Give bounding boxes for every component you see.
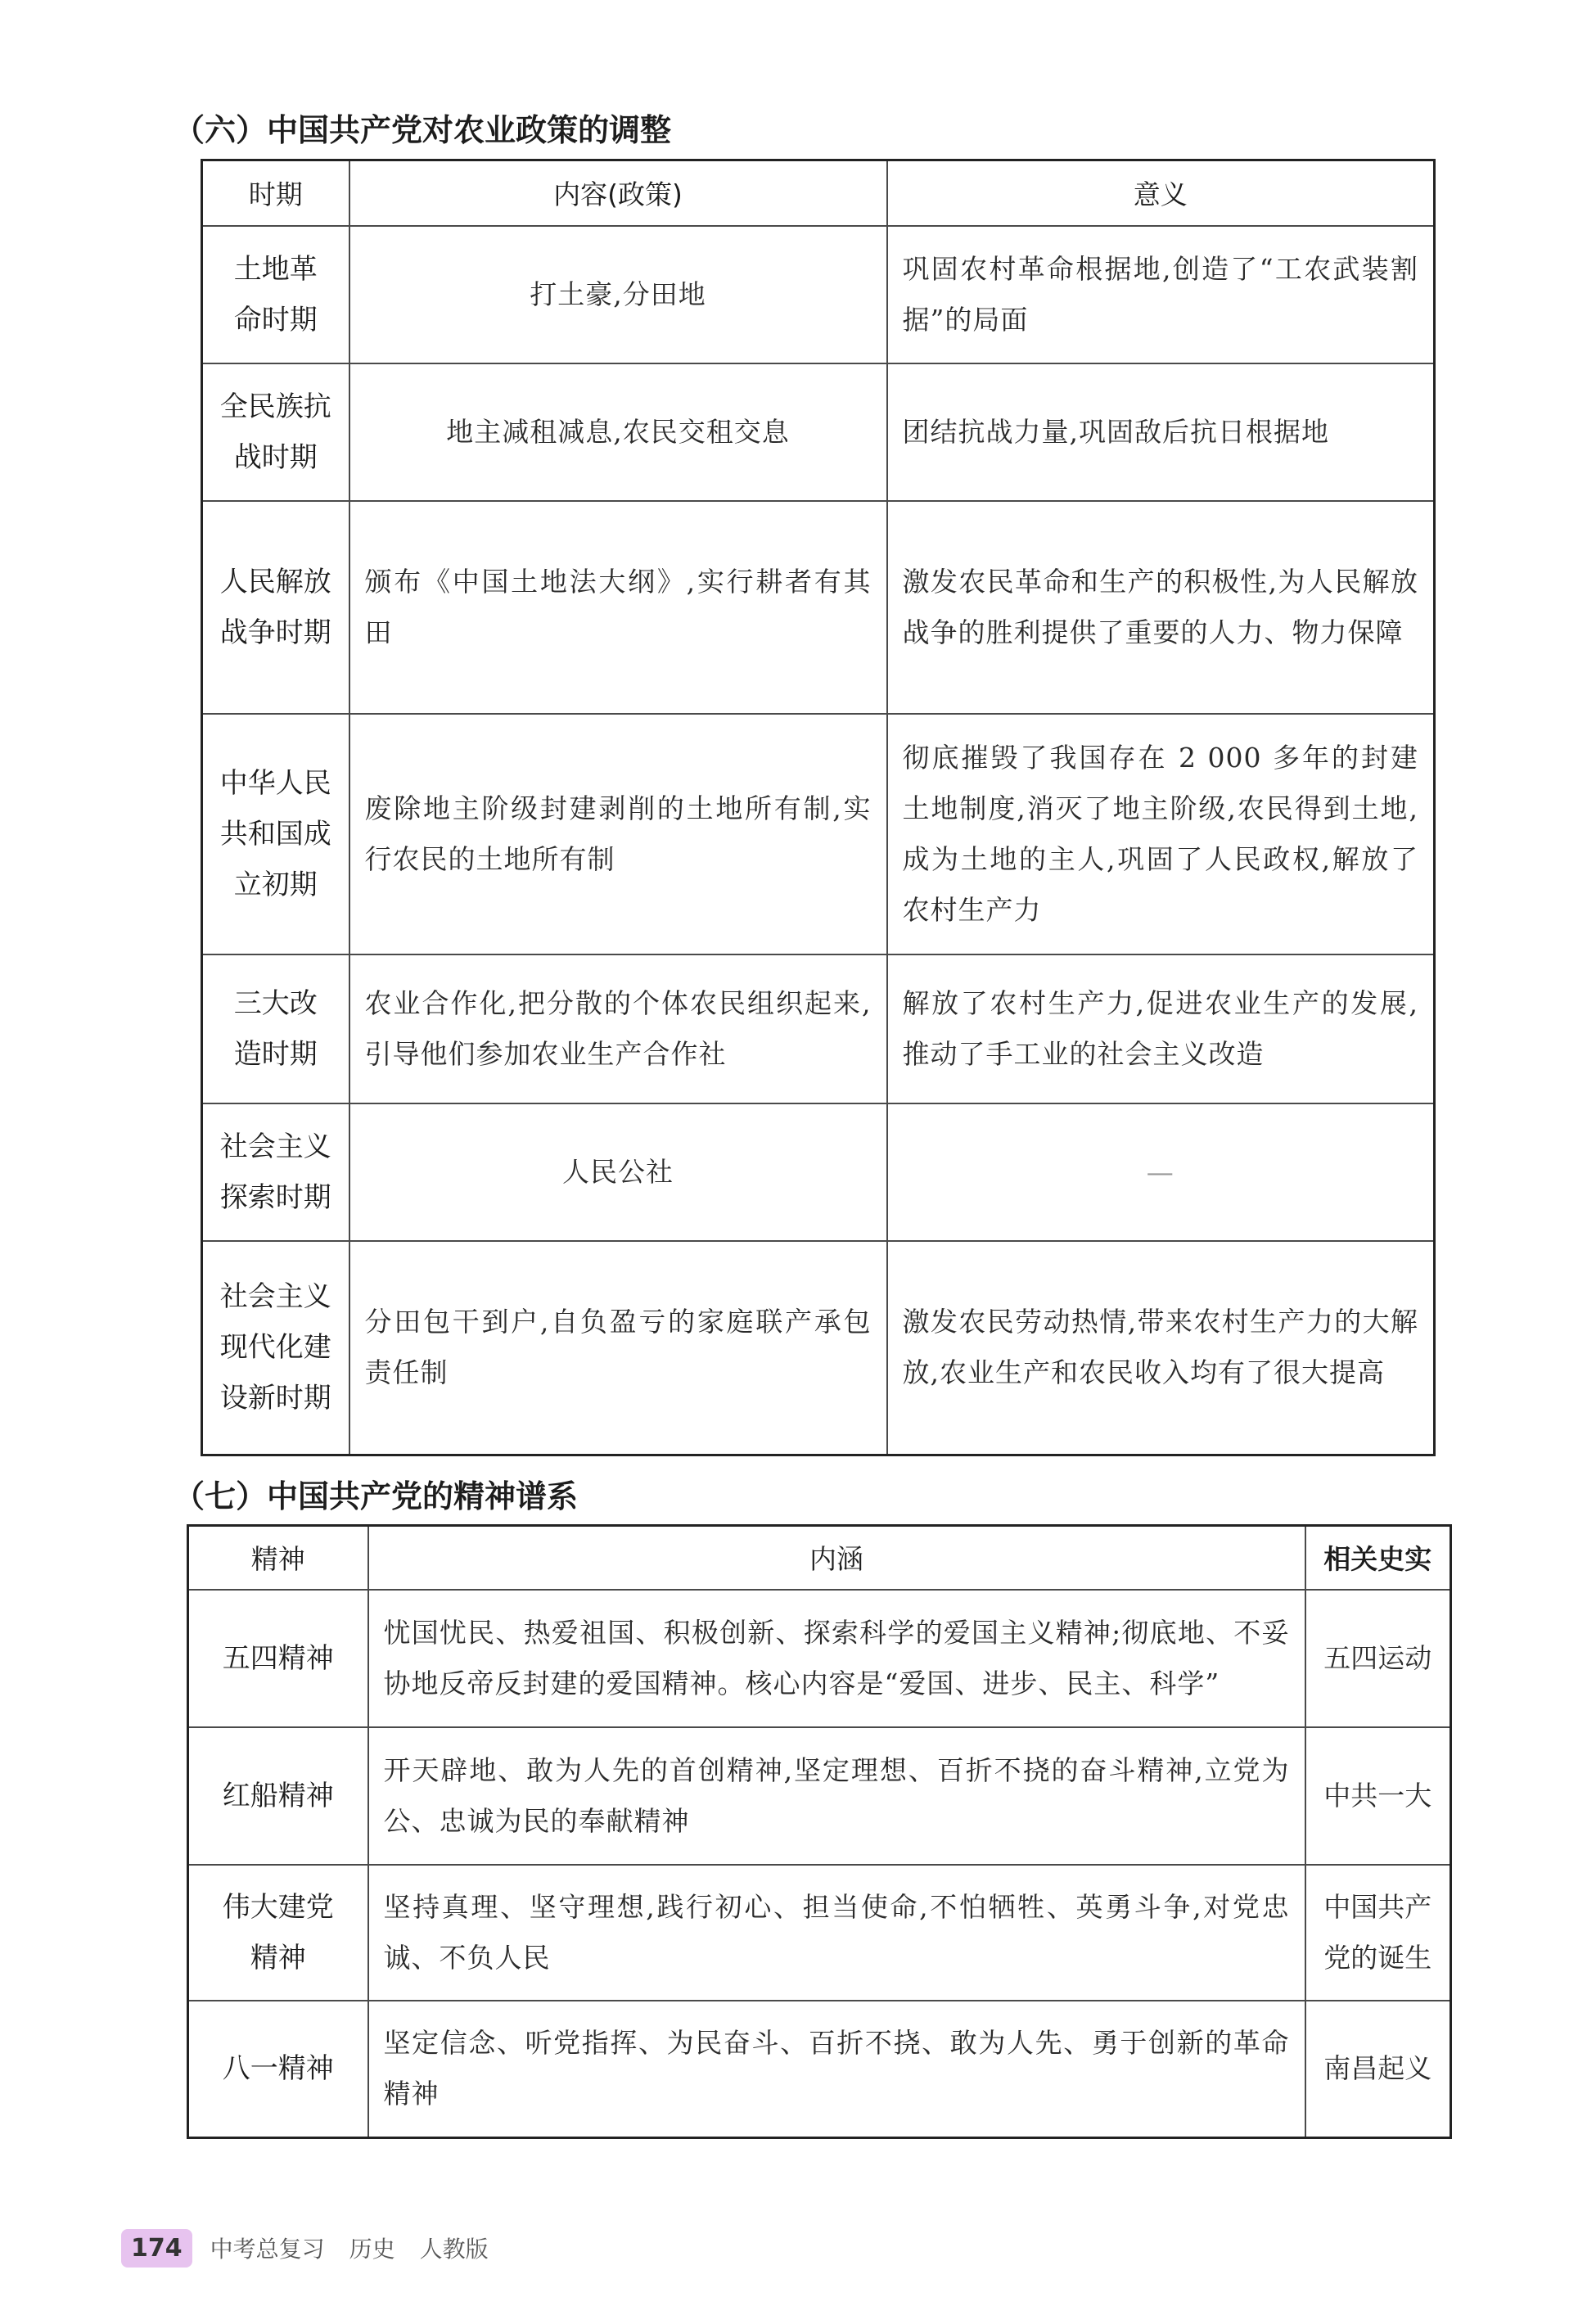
period-cell <box>202 501 349 714</box>
fact-text: 中共一大 <box>1323 1779 1432 1812</box>
significance-cell: 巩固农村革命根据地,创造了“工农武装割据”的局面 <box>887 226 1435 363</box>
table-header-row <box>202 160 1435 226</box>
meaning-cell: 坚定信念、听党指挥、为民奋斗、百折不挠、敢为人先、勇于创新的革命精神 <box>368 2001 1305 2138</box>
spirit-table <box>187 1524 1452 2139</box>
table-row <box>202 1241 1435 1455</box>
content-cell: 地主减租减息,农民交租交息 <box>349 363 887 501</box>
section7-title: （七）中国共产党的精神谱系 <box>174 1478 579 1514</box>
spirit-cell <box>188 2001 368 2138</box>
spirit-text: 红船精神 <box>222 1779 334 1812</box>
header-meaning: 内涵 <box>368 1526 1305 1590</box>
meaning-cell: 坚持真理、坚守理想,践行初心、担当使命,不怕牺牲、英勇斗争,对党忠诚、不负人民 <box>368 1865 1305 2001</box>
significance-cell: 彻底摧毁了我国存在 2 000 多年的封建土地制度,消灭了地主阶级,农民得到土地,成为土地的主人,巩固了人民政权,解放了农村生产力 <box>887 714 1435 954</box>
content-cell: 打土豪,分田地 <box>349 226 887 363</box>
content-cell: 废除地主阶级封建剥削的土地所有制,实行农民的土地所有制 <box>349 714 887 954</box>
table-row <box>188 1727 1451 1865</box>
period-text: 土地革 命时期 <box>233 252 318 336</box>
spirit-text: 五四精神 <box>222 1641 334 1675</box>
page-footer <box>121 2222 513 2273</box>
period-text: 三大改 造时期 <box>233 986 318 1071</box>
fact-text: 中国共产 党的诞生 <box>1323 1890 1432 1974</box>
edition-label: 人教版 <box>419 2236 489 2263</box>
significance-cell: 团结抗战力量,巩固敌后抗日根据地 <box>887 363 1435 501</box>
period-text: 中华人民 共和国成 立初期 <box>219 766 331 901</box>
table-row <box>188 1590 1451 1727</box>
section6-title: （六）中国共产党对农业政策的调整 <box>174 112 672 148</box>
spirit-cell <box>188 1727 368 1865</box>
significance-cell: 激发农民劳动热情,带来农村生产力的大解放,农业生产和农民收入均有了很大提高 <box>887 1241 1435 1455</box>
content-cell: 农业合作化,把分散的个体农民组织起来,引导他们参加农业生产合作社 <box>349 954 887 1103</box>
table-row <box>202 1103 1435 1241</box>
fact-text: 南昌起义 <box>1323 2052 1432 2085</box>
table-row <box>188 1865 1451 2001</box>
header-spirit: 精神 <box>188 1526 368 1590</box>
table-row <box>188 2001 1451 2138</box>
period-cell <box>202 714 349 954</box>
content-cell: 分田包干到户,自负盈亏的家庭联产承包责任制 <box>349 1241 887 1455</box>
table-header-row <box>188 1526 1451 1590</box>
header-content: 内容(政策) <box>349 160 887 226</box>
period-text: 社会主义 探索时期 <box>219 1130 331 1214</box>
period-text: 人民解放 战争时期 <box>219 565 331 649</box>
period-cell <box>202 1103 349 1241</box>
fact-text: 五四运动 <box>1323 1641 1432 1674</box>
content-cell: 人民公社 <box>349 1103 887 1241</box>
header-period: 时期 <box>202 160 349 226</box>
meaning-cell: 忧国忧民、热爱祖国、积极创新、探索科学的爱国主义精神;彻底地、不妥协地反帝反封建的爱国精神。核心内容是“爱国、进步、民主、科学” <box>368 1590 1305 1727</box>
table-row <box>202 501 1435 714</box>
significance-cell: 激发农民革命和生产的积极性,为人民解放战争的胜利提供了重要的人力、物力保障 <box>887 501 1435 714</box>
period-text: 全民族抗 战时期 <box>219 390 331 474</box>
period-cell <box>202 226 349 363</box>
spirit-text: 伟大建党 精神 <box>222 1890 334 1974</box>
period-cell <box>202 954 349 1103</box>
fact-cell <box>1305 1727 1451 1865</box>
fact-cell <box>1305 1590 1451 1727</box>
spirit-cell <box>188 1590 368 1727</box>
period-cell <box>202 1241 349 1455</box>
fact-cell <box>1305 2001 1451 2138</box>
agri-policy-table <box>201 159 1436 1456</box>
significance-cell: 解放了农村生产力,促进农业生产的发展,推动了手工业的社会主义改造 <box>887 954 1435 1103</box>
table-row <box>202 714 1435 954</box>
period-text: 社会主义 现代化建 设新时期 <box>219 1280 331 1415</box>
page-number: 174 <box>121 2229 192 2268</box>
table-row <box>202 954 1435 1103</box>
spirit-text: 八一精神 <box>222 2052 334 2086</box>
table-row <box>202 363 1435 501</box>
content-cell: 颁布《中国土地法大纲》,实行耕者有其田 <box>349 501 887 714</box>
fact-cell <box>1305 1865 1451 2001</box>
header-fact: 相关史实 <box>1305 1526 1451 1590</box>
book-title: 中考总复习 <box>210 2236 325 2263</box>
meaning-cell: 开天辟地、敢为人先的首创精神,坚定理想、百折不挠的奋斗精神,立党为公、忠诚为民的奉献精神 <box>368 1727 1305 1865</box>
table-row <box>202 226 1435 363</box>
significance-cell: — <box>887 1103 1435 1241</box>
spirit-cell <box>188 1865 368 2001</box>
period-cell <box>202 363 349 501</box>
header-significance: 意义 <box>887 160 1435 226</box>
subject-label: 历史 <box>349 2236 395 2263</box>
